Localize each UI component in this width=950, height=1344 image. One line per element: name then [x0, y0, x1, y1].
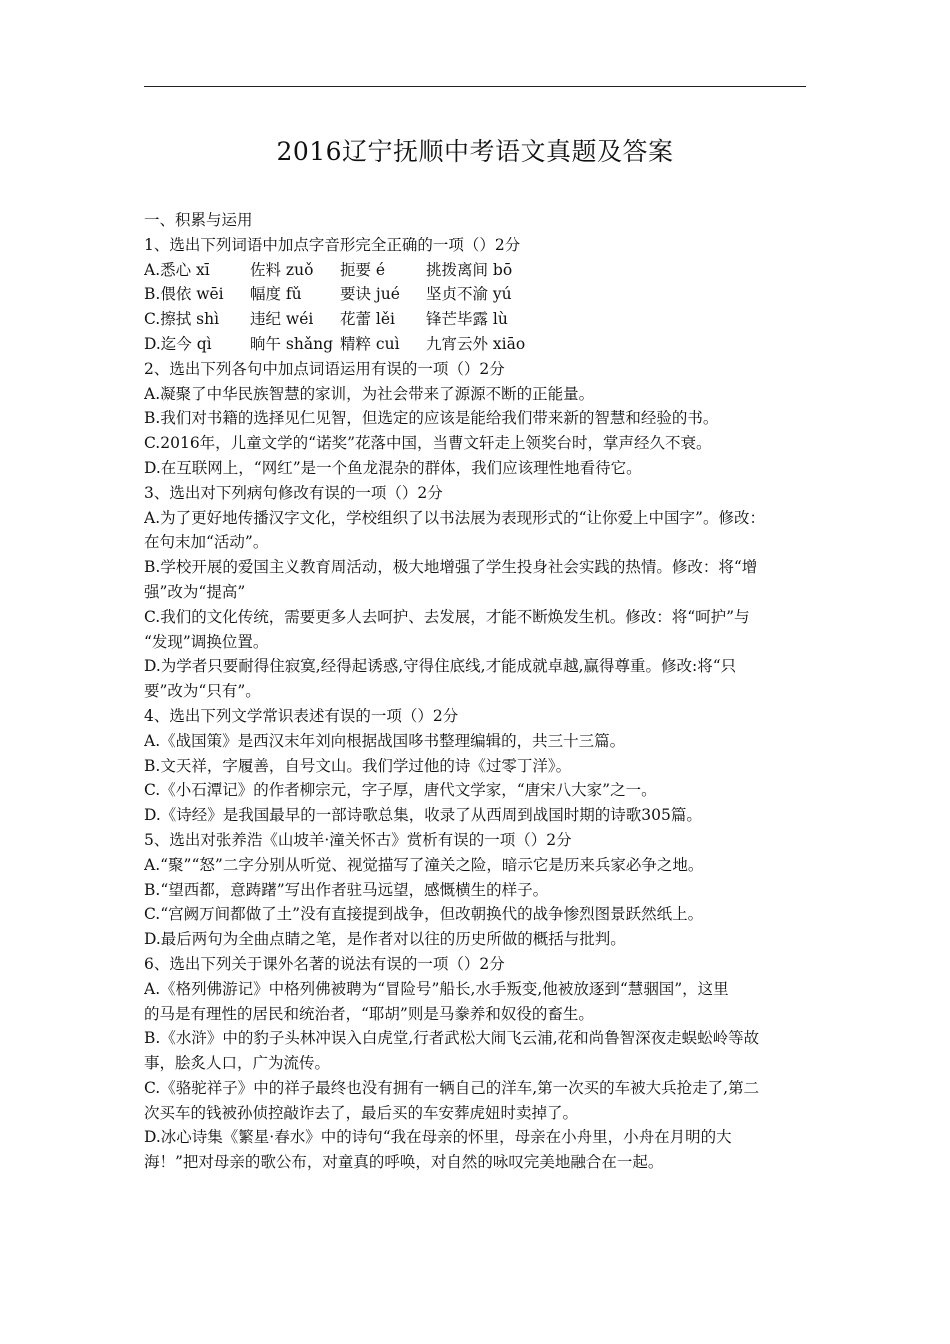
- document-title: 2016辽宁抚顺中考语文真题及答案: [276, 137, 674, 166]
- question-6-line: 海！”把对母亲的歌公布，对童真的呼唤，对自然的咏叹完美地融合在一起。: [144, 1153, 664, 1172]
- option-cell: 幅度 fǔ: [250, 285, 302, 304]
- question-3-line: 强”改为“提高”: [144, 582, 246, 601]
- question-1-option-a: [144, 258, 810, 283]
- option-cell: 佐料 zuǒ: [250, 260, 314, 279]
- question-6-line: D.冰心诗集《繁星·春水》中的诗句“我在母亲的怀里，母亲在小舟里，小舟在月明的大: [144, 1128, 732, 1147]
- option-cell: 九宵云外 xiāo: [426, 334, 526, 353]
- question-2-stem: 2、选出下列各句中加点词语运用有误的一项（）2分: [144, 359, 505, 378]
- option-cell: C.擦拭 shì: [144, 310, 220, 329]
- question-6-line: B.《水浒》中的豹子头林冲误入白虎堂,行者武松大闹飞云浦,花和尚鲁智深夜走蜈蚣岭等故: [144, 1029, 760, 1048]
- option-cell: B.偎依 wēi: [144, 285, 224, 304]
- question-4-option-c: C.《小石潭记》的作者柳宗元，字子厚，唐代文学家，“唐宋八大家”之一。: [144, 781, 657, 800]
- option-cell: 要诀 jué: [340, 285, 400, 304]
- question-5-option-a: A.“聚”“怒”二字分别从听觉、视觉描写了潼关之险，暗示它是历来兵家必争之地。: [144, 855, 704, 874]
- question-3-stem: 3、选出对下列病句修改有误的一项（）2分: [144, 483, 443, 502]
- option-cell: 花蕾 lěi: [340, 310, 396, 329]
- question-4-option-a: A.《战国策》是西汉末年刘向根据战国哆书整理编辑的，共三十三篇。: [144, 731, 626, 750]
- question-4-option-d: D.《诗经》是我国最早的一部诗歌总集，收录了从西周到战国时期的诗歌305篇。: [144, 806, 702, 825]
- question-6-line: A.《格列佛游记》中格列佛被聘为“冒险号”船长,水手叛变,他被放逐到“慧骃国”，这里: [144, 979, 729, 998]
- question-6-line: 的马是有理性的居民和统治者，“耶胡”则是马豢养和奴役的畜生。: [144, 1004, 594, 1023]
- question-2-option-b: B.我们对书籍的选择见仁见智，但选定的应该是能给我们带来新的智慧和经验的书。: [144, 409, 719, 428]
- section-heading: 一、积累与运用: [144, 211, 253, 229]
- question-3-line: 在句末加“活动”。: [144, 533, 269, 552]
- question-3-line: D.为学者只要耐得住寂寞,经得起诱惑,守得住底线,才能成就卓越,赢得尊重。修改:将“只: [144, 657, 737, 676]
- question-4-stem: 4、选出下列文学常识表述有误的一项（）2分: [144, 706, 459, 725]
- question-2-option-c: C.2016年，儿童文学的“诺奖”花落中国，当曹文轩走上领奖台时，掌声经久不衰。: [144, 434, 712, 453]
- question-3-line: B.学校开展的爱国主义教育周活动，极大地增强了学生投身社会实践的热情。修改：将“增: [144, 558, 758, 577]
- question-3-line: C.我们的文化传统，需要更多人去呵护、去发展，才能不断焕发生机。修改：将“呵护”与: [144, 607, 750, 626]
- question-6-stem: 6、选出下列关于课外名著的说法有误的一项（）2分: [144, 954, 505, 973]
- option-cell: 挑拨离间 bō: [426, 260, 513, 279]
- question-2-option-d: D.在互联网上，“网红”是一个鱼龙混杂的群体，我们应该理性地看待它。: [144, 458, 642, 477]
- question-4-option-b: B.文天祥，字履善，自号文山。我们学过他的诗《过零丁洋》。: [144, 756, 572, 775]
- question-2-option-a: A.凝聚了中华民族智慧的家训，为社会带来了源源不断的正能量。: [144, 384, 595, 403]
- option-cell: A.悉心 xī: [144, 260, 210, 279]
- question-3-line: A.为了更好地传播汉字文化，学校组织了以书法展为表现形式的“让你爱上中国字”。修改：: [144, 508, 765, 527]
- question-1-stem: 1、选出下列词语中加点字音形完全正确的一项（）2分: [144, 235, 521, 254]
- question-1-option-b: [144, 282, 810, 307]
- question-3-line: 要”改为“只有”。: [144, 682, 261, 701]
- option-cell: 扼要 é: [340, 260, 386, 279]
- question-1-option-c: [144, 307, 810, 332]
- question-6-line: C.《骆驼祥子》中的祥子最终也没有拥有一辆自己的洋车,第一次买的车被大兵抢走了,第二: [144, 1078, 760, 1097]
- option-cell: 精粹 cuì: [340, 334, 400, 353]
- question-5-option-b: B.“望西都，意踌躇”写出作者驻马远望，感慨横生的样子。: [144, 880, 549, 899]
- option-cell: D.迄今 qì: [144, 334, 212, 353]
- document-body: [144, 208, 810, 1175]
- option-cell: 锋芒毕露 lù: [426, 310, 508, 329]
- question-1-option-d: [144, 332, 810, 357]
- question-6-line: 次买车的钱被孙侦控敲诈去了，最后买的车安葬虎妞时卖掉了。: [144, 1103, 579, 1122]
- question-5-option-d: D.最后两句为全曲点睛之笔，是作者对以往的历史所做的概括与批判。: [144, 930, 626, 949]
- option-cell: 晌午 shǎng: [250, 334, 334, 353]
- question-3-line: “发现”调换位置。: [144, 632, 269, 651]
- option-cell: 坚贞不渝 yú: [426, 285, 512, 304]
- question-5-option-c: C.“宫阙万间都做了土”没有直接提到战争，但改朝换代的战争惨烈图景跃然纸上。: [144, 905, 704, 924]
- question-6-line: 事，脍炙人口，广为流传。: [144, 1054, 331, 1073]
- option-cell: 违纪 wéi: [250, 310, 314, 329]
- header-rule: [144, 86, 806, 87]
- question-5-stem: 5、选出对张养浩《山坡羊·潼关怀古》赏析有误的一项（）2分: [144, 830, 572, 849]
